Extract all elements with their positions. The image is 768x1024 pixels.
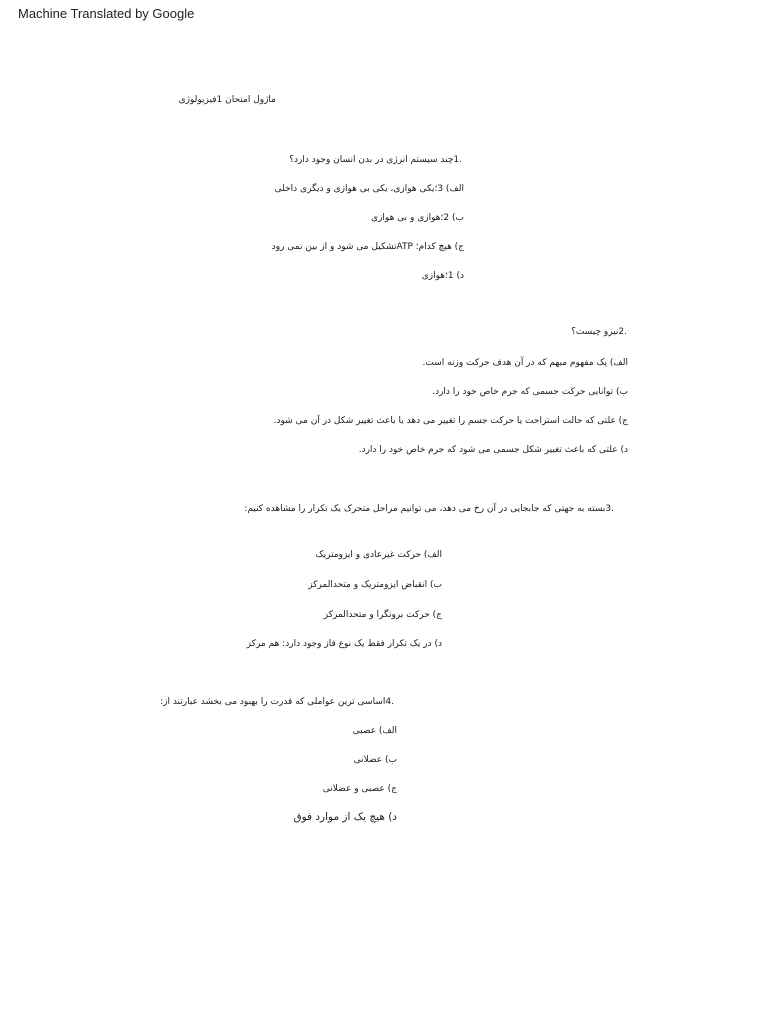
question-2-option-a: الف) یک مفهوم مبهم که در آن هدف حرکت وزنه است.: [422, 358, 628, 368]
question-3: .3بسته به جهتی که جابجایی در آن رخ می دهد، می توانیم مراحل متحرک یک تکرار را مشاهده کنیم:: [244, 504, 614, 514]
question-1-option-a: الف) 3؛یکی هوازی، یکی بی هوازی و دیگری داخلی: [274, 184, 464, 194]
question-3-option-c: ج) حرکت برونگرا و متحدالمرکز: [323, 610, 442, 620]
question-4-option-c: ج) عصبی و عضلانی: [322, 784, 397, 794]
question-1-option-b: ب) 2؛هوازی و بی هوازی: [371, 213, 464, 223]
question-4-option-a: الف) عصبی: [352, 726, 397, 736]
question-1-option-c: ج) هیچ کدام؛ ATPتشکیل می شود و از بین نمی رود: [271, 242, 464, 252]
question-2: .2نیرو چیست؟: [571, 327, 627, 337]
machine-translated-banner: Machine Translated by Google: [18, 6, 195, 21]
question-2-option-c: ج) علتی که حالت استراحت یا حرکت جسم را تغییر می دهد یا باعث تغییر شکل در آن می شود.: [273, 416, 628, 426]
question-4-option-d: د) هیچ یک از موارد فوق: [293, 811, 397, 823]
exam-title: ماژول امتحان 1فیزیولوژی: [178, 95, 276, 105]
question-3-option-b: ب) انقباض ایزومتریک و متحدالمرکز: [308, 580, 442, 590]
question-4-option-b: ب) عضلانی: [353, 755, 397, 765]
question-1-option-d: د) 1؛هوازی: [421, 271, 464, 281]
question-2-option-d: د) علتی که باعث تغییر شکل جسمی می شود که جرم خاص خود را دارد.: [358, 445, 628, 455]
question-3-option-d: د) در یک تکرار فقط یک نوع فاز وجود دارد: هم مرکز: [246, 639, 442, 649]
question-4: .4اساسی ترین عواملی که قدرت را بهبود می بخشد عبارتند از:: [160, 697, 394, 707]
question-1: .1چند سیستم انرژی در بدن انسان وجود دارد؟: [289, 155, 462, 165]
question-2-option-b: ب) توانایی حرکت جسمی که جرم خاص خود را دارد.: [432, 387, 628, 397]
question-3-option-a: الف) حرکت غیرعادی و ایزومتریک: [315, 550, 442, 560]
